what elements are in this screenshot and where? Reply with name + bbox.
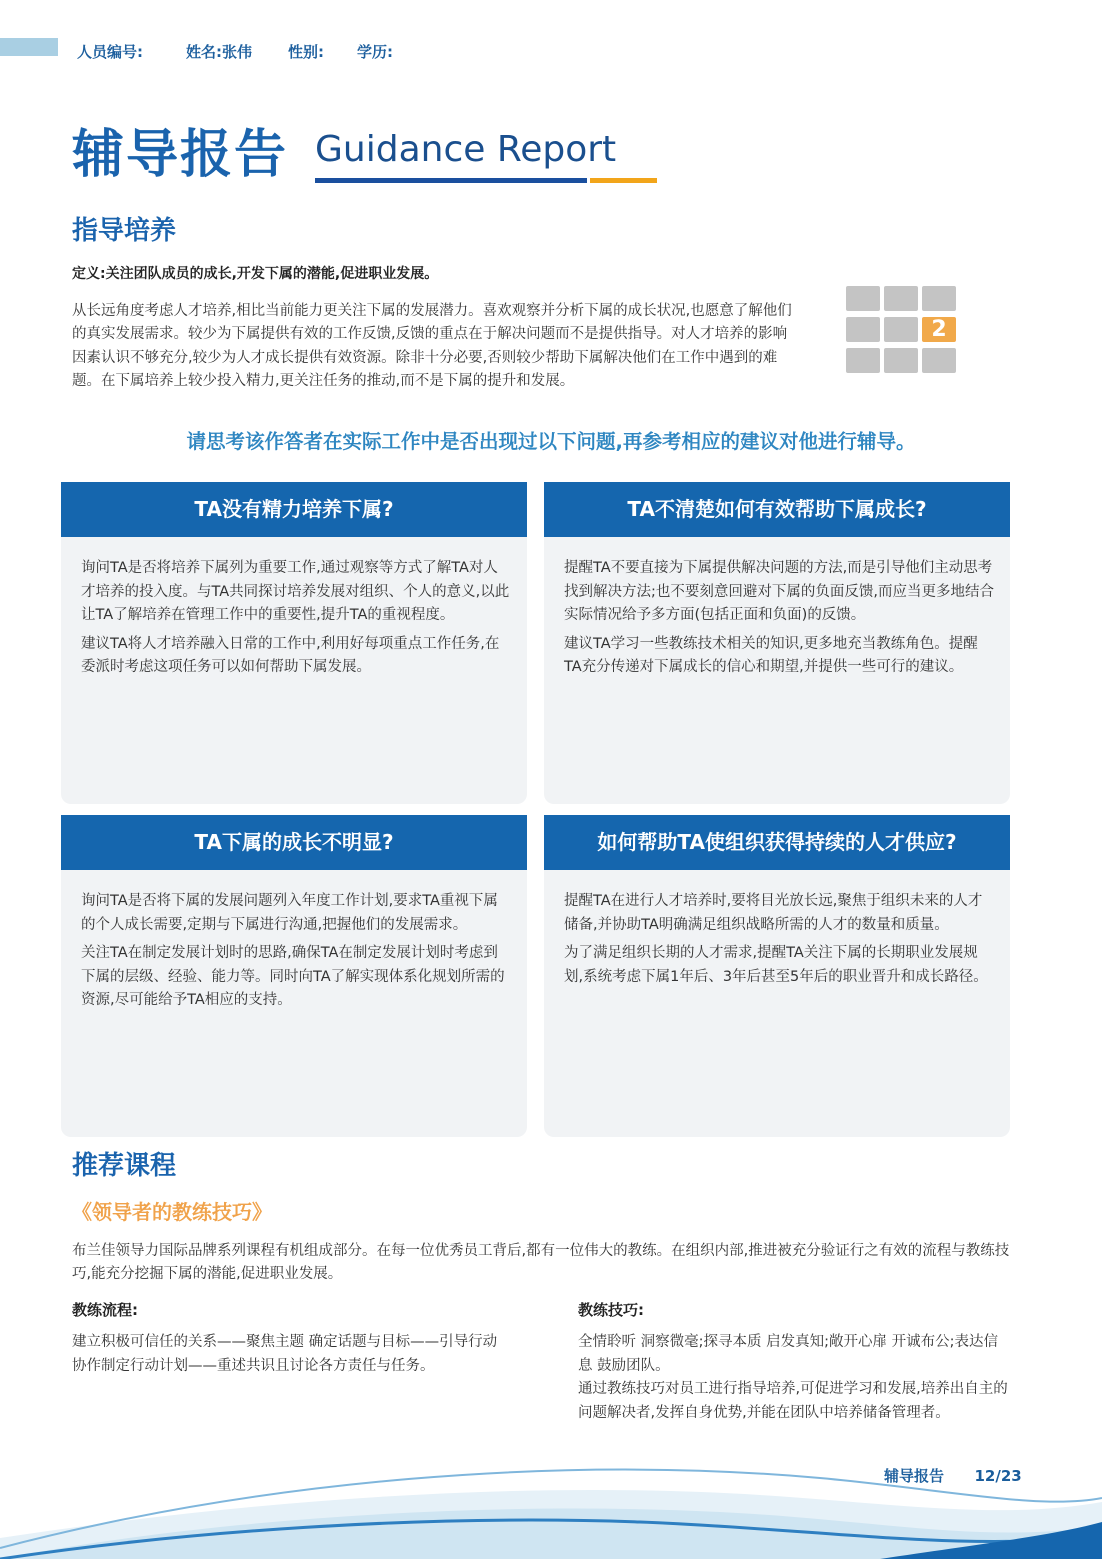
education-label: 学历:: [357, 43, 393, 61]
grid-cell: [922, 348, 956, 373]
advice-card-body: [564, 557, 994, 685]
page-title-cn: 辅导报告: [72, 125, 289, 185]
title-underline-gold: [590, 178, 657, 183]
advice-paragraph: 为了满足组织长期的人才需求,提醒TA关注下属的长期职业发展规划,系统考虑下属1年后、3年后甚至5年后的职业晋升和成长路径。: [564, 945, 988, 985]
course-title: 《领导者的教练技巧》: [72, 1200, 272, 1224]
coaching-skills-heading: 教练技巧:: [578, 1301, 644, 1319]
definition-text: 定义:关注团队成员的成长,开发下属的潜能,促进职业发展。: [72, 266, 439, 282]
assessment-paragraph: 从长远角度考虑人才培养,相比当前能力更关注下属的发展潜力。喜欢观察并分析下属的成长状况,也愿意了解他们的真实发展需求。较少为下属提供有效的工作反馈,反馈的重点在于解决问题而不是提供指导。对人才培养的影响因素认识不够充分,较少为人才成长提供有效资源。除非十分必要,否则较少帮助下属解决他们在工作中遇到的难题。在下属培养上较少投入精力,更关注任务的推动,而不是下属的提升和发展。: [72, 303, 792, 390]
grid-cell: [922, 286, 956, 311]
course-description: 布兰佳领导力国际品牌系列课程有机组成部分。在每一位优秀员工背后,都有一位伟大的教练。在组织内部,推进被充分验证行之有效的流程与教练技巧,能充分挖掘下属的潜能,促进职业发展。: [72, 1243, 1010, 1283]
advice-card-4: [544, 815, 1010, 1137]
grid-cell: [846, 348, 880, 373]
reflection-prompt: 请思考该作答者在实际工作中是否出现过以下问题,再参考相应的建议对他进行辅导。: [186, 430, 916, 453]
advice-card-title: TA没有精力培养下属?: [61, 482, 527, 537]
advice-paragraph: 关注TA在制定发展计划时的思路,确保TA在制定发展计划时考虑到下属的层级、经验、能力等。同时向TA了解实现体系化规划所需的资源,尽可能给予TA相应的支持。: [81, 945, 505, 1009]
footer: [884, 1465, 1022, 1486]
grid-cell-score: 2: [922, 317, 956, 342]
advice-card-title: TA下属的成长不明显?: [61, 815, 527, 870]
footer-wave-decoration: [0, 1440, 1102, 1559]
score-grid-icon: [846, 286, 958, 374]
advice-card-title: 如何帮助TA使组织获得持续的人才供应?: [544, 815, 1010, 870]
advice-paragraph: 询问TA是否将下属的发展问题列入年度工作计划,要求TA重视下属的个人成长需要,定期与下属进行沟通,把握他们的发展需求。: [81, 893, 498, 933]
section-heading-courses: 推荐课程: [72, 1151, 177, 1181]
grid-cell: [884, 317, 918, 342]
grid-cell: [884, 348, 918, 373]
page-title-en: Guidance Report: [315, 129, 617, 170]
person-name-label: 姓名:张伟: [186, 43, 252, 61]
advice-card-2: [544, 482, 1010, 804]
advice-paragraph: 提醒TA在进行人才培养时,要将目光放长远,聚焦于组织未来的人才储备,并协助TA明确满足组织战略所需的人才的数量和质量。: [564, 893, 983, 933]
coaching-process-heading: 教练流程:: [72, 1301, 138, 1319]
title-underline-blue: [315, 178, 587, 183]
advice-card-body: [81, 890, 511, 1018]
advice-card-title: TA不清楚如何有效帮助下属成长?: [544, 482, 1010, 537]
section-heading-guidance: 指导培养: [72, 216, 177, 246]
footer-label: 辅导报告: [884, 1467, 945, 1485]
gender-label: 性别:: [288, 43, 324, 61]
coaching-skills-text: [578, 1331, 1008, 1425]
page-number: 12/23: [974, 1467, 1022, 1485]
header-accent-bar: [0, 38, 58, 56]
advice-card-3: [61, 815, 527, 1137]
advice-card-1: [61, 482, 527, 804]
coaching-skills-line: 全情聆听 洞察微毫;探寻本质 启发真知;敞开心扉 开诚布公;表达信息 鼓励团队。: [578, 1334, 998, 1374]
grid-cell: [884, 286, 918, 311]
coaching-skills-line: 通过教练技巧对员工进行指导培养,可促进学习和发展,培养出自主的问题解决者,发挥自身优势,并能在团队中培养储备管理者。: [578, 1381, 1008, 1421]
grid-cell: [846, 286, 880, 311]
advice-paragraph: 询问TA是否将培养下属列为重要工作,通过观察等方式了解TA对人才培养的投入度。与TA共同探讨培养发展对组织、个人的意义,以此让TA了解培养在管理工作中的重要性,提升TA的重视程度。: [81, 560, 510, 624]
advice-paragraph: 建议TA学习一些教练技术相关的知识,更多地充当教练角色。提醒TA充分传递对下属成长的信心和期望,并提供一些可行的建议。: [564, 635, 978, 676]
advice-paragraph: 提醒TA不要直接为下属提供解决问题的方法,而是引导他们主动思考找到解决方法;也不要刻意回避对下属的负面反馈,而应当更多地结合实际情况给予多方面(包括正面和负面)的反馈。: [564, 560, 994, 624]
advice-paragraph: 建议TA将人才培养融入日常的工作中,利用好每项重点工作任务,在委派时考虑这项任务可以如何帮助下属发展。: [81, 635, 500, 676]
person-id-label: 人员编号:: [77, 43, 143, 61]
grid-cell: [846, 317, 880, 342]
advice-card-body: [564, 890, 994, 994]
advice-card-body: [81, 557, 511, 685]
coaching-process-text: 建立积极可信任的关系——聚焦主题 确定话题与目标——引导行动 协作制定行动计划——重述共识且讨论各方责任与任务。: [72, 1334, 498, 1374]
